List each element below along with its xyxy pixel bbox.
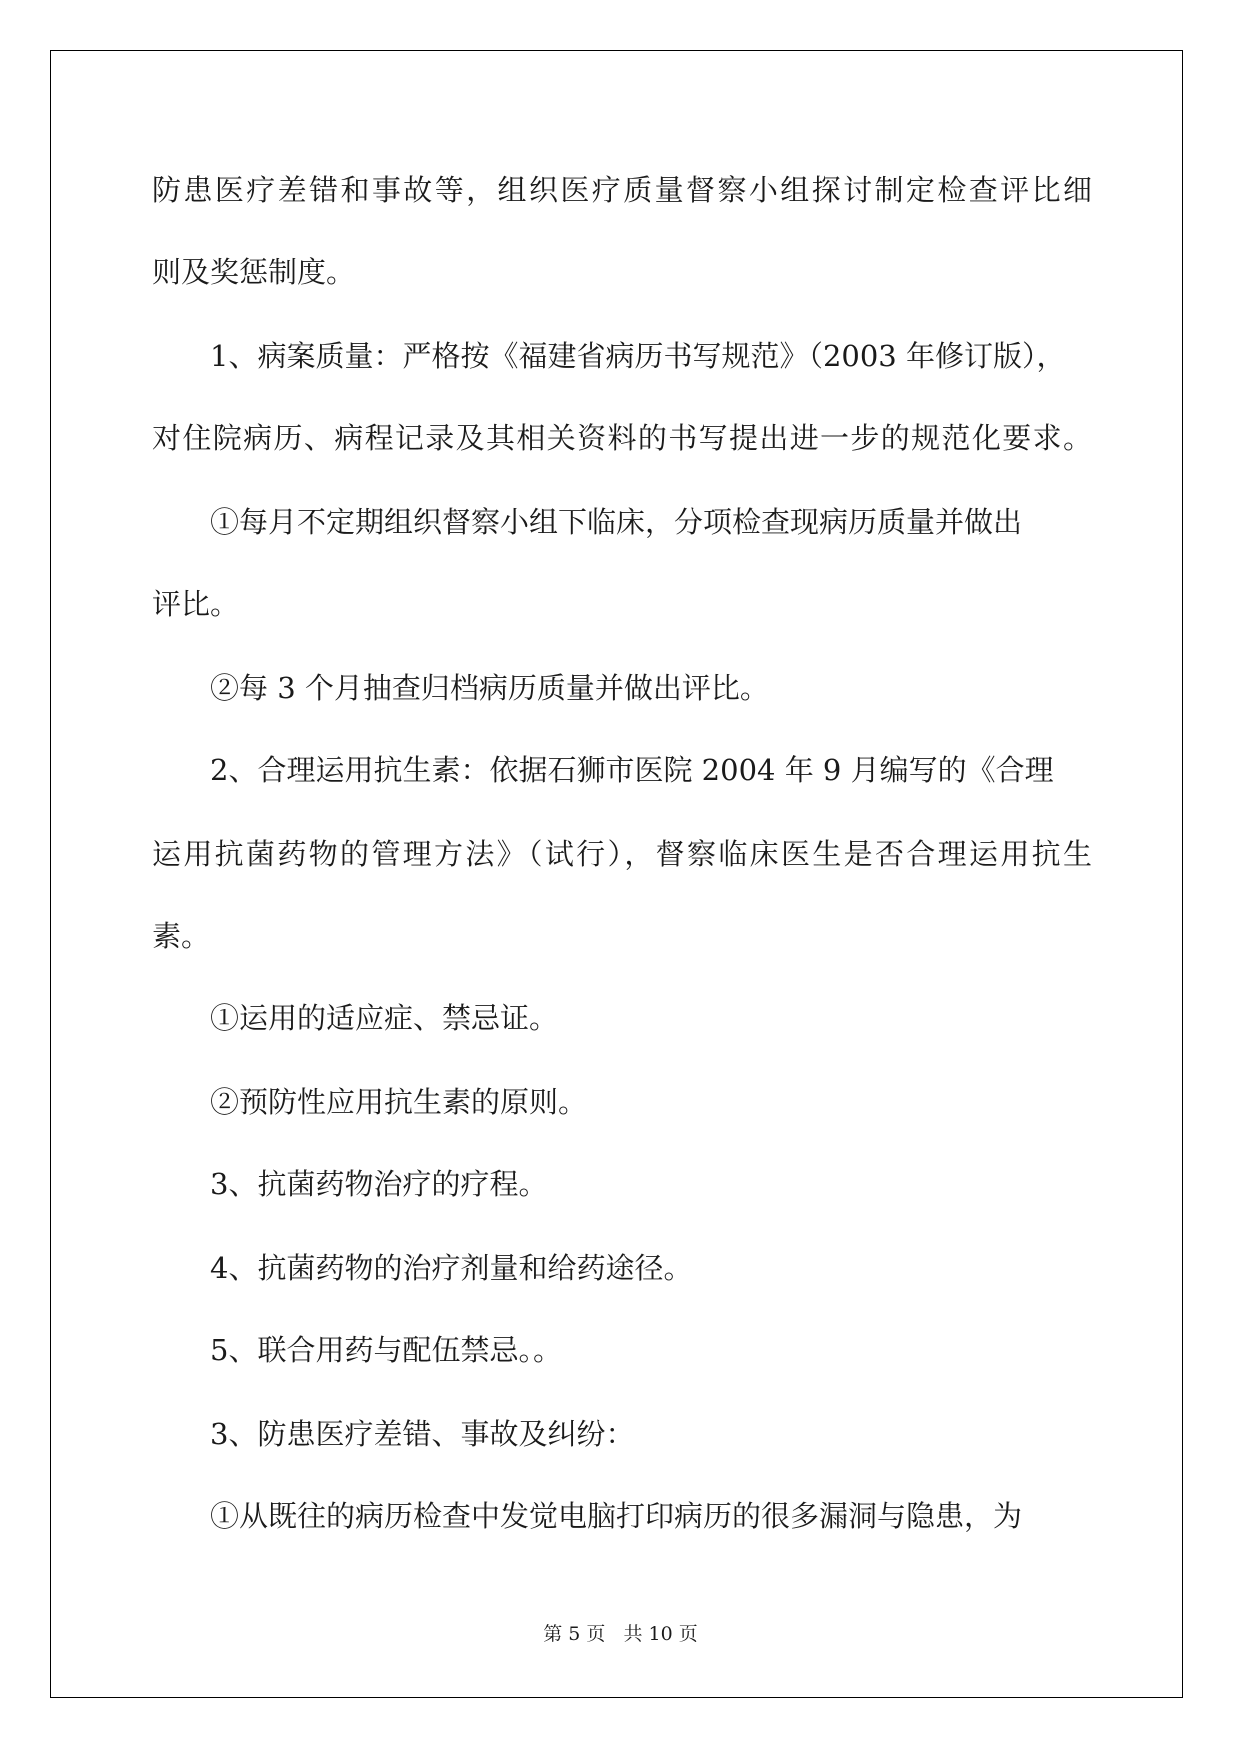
text-line: 4、抗菌药物的治疗剂量和给药途径。	[210, 1251, 693, 1285]
page-number: 第 5 页	[543, 1623, 606, 1645]
text-line: 2、合理运用抗生素：依据石狮市医院 2004 年 9 月编写的《合理	[210, 753, 1054, 787]
text-line: 1、病案质量：严格按《福建省病历书写规范》（2003 年修订版），	[210, 339, 1066, 373]
text-line: ①运用的适应症、禁忌证。	[210, 1001, 559, 1035]
text-line: 3、抗菌药物治疗的疗程。	[210, 1167, 548, 1201]
page-footer	[0, 1619, 1241, 1646]
text-line: 5、联合用药与配伍禁忌。。	[210, 1333, 562, 1367]
text-line: 评比。	[152, 587, 240, 621]
text-line: ②预防性应用抗生素的原则。	[210, 1085, 588, 1119]
text-line: ①每月不定期组织督察小组下临床，分项检查现病历质量并做出	[210, 505, 1023, 539]
text-line: ①从既往的病历检查中发觉电脑打印病历的很多漏洞与隐患，为	[210, 1499, 1023, 1533]
page-total: 共 10 页	[623, 1623, 698, 1645]
text-line: ②每 3 个月抽查归档病历质量并做出评比。	[210, 671, 769, 705]
text-line: 则及奖惩制度。	[152, 255, 356, 289]
text-line: 防患医疗差错和事故等，组织医疗质量督察小组探讨制定检查评比细	[152, 173, 1092, 207]
text-line: 运用抗菌药物的管理方法》（试行），督察临床医生是否合理运用抗生	[152, 837, 1092, 871]
text-line: 素。	[152, 919, 211, 953]
text-line: 3、防患医疗差错、事故及纠纷：	[210, 1417, 635, 1451]
text-line: 对住院病历、病程记录及其相关资料的书写提出进一步的规范化要求。	[152, 421, 1092, 455]
